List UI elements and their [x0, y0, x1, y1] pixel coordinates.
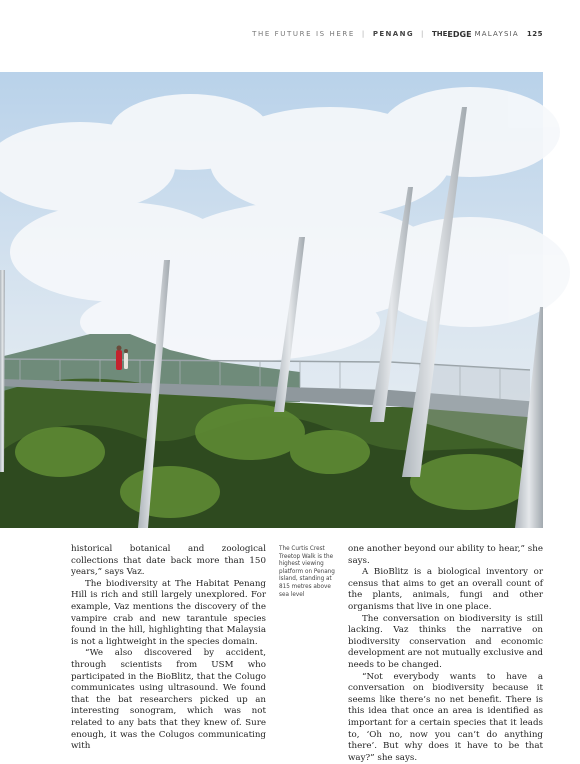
running-header [252, 28, 543, 40]
brand-country: MALAYSIA [474, 30, 519, 38]
paragraph: A BioBlitz is a biological inventory or census that aims to get an overall count of the plants, animals, fungi and other organisms that live in one place. [348, 567, 543, 612]
brand-logo-edge: EDGE [447, 29, 472, 39]
section-name: PENANG [372, 30, 415, 38]
paragraph: “We also discovered by accident, through scientists from USM who participated in the BioBlitz, that the Colugo communicates using ultrasound. We found that the bat researchers picked up an interesting sonogram, which was not related to any bats that they knew of. Sure enough, it was the Colugos communicating with [71, 648, 266, 752]
paragraph: The biodiversity at The Habitat Penang Hill is rich and still largely unexplored. For example, Vaz mentions the discovery of the vampire crab and new tarantule species found in the hill, highlighting that Malaysia is not a lightweight in the species domain. [71, 578, 266, 647]
header-separator: | [361, 30, 366, 38]
left-text-column [71, 544, 266, 753]
photo-illustration [0, 72, 543, 528]
right-text-column [348, 544, 543, 764]
clouds [0, 87, 570, 362]
treetop-walk-photo [0, 72, 543, 528]
photo-caption: The Curtis Crest Treetop Walk is the highest viewing platform on Penang Island, standing at 815 metres above sea level [279, 546, 335, 598]
page-number: 125 [526, 30, 543, 38]
paragraph: “Not everybody wants to have a conversation on biodiversity because it seems like there’s no net benefit. There is this idea that once an area is identified as important for a certain species that it leads to, ‘Oh no, now you can’t do anything there’. But why does it have to be that way?” she says. [348, 671, 543, 763]
paragraph: The conversation on biodiversity is still lacking. Vaz thinks the narrative on biodiversity conservation and economic development are not mutually exclusive and needs to be changed. [348, 613, 543, 670]
paragraph: one another beyond our ability to hear,” she says. [348, 544, 543, 566]
header-separator: | [421, 30, 425, 38]
paragraph: historical botanical and zoological collections that date back more than 150 years,” says Vaz. [71, 544, 266, 578]
series-title: THE FUTURE IS HERE [252, 30, 355, 38]
brand-logo-the: THE [432, 30, 448, 38]
